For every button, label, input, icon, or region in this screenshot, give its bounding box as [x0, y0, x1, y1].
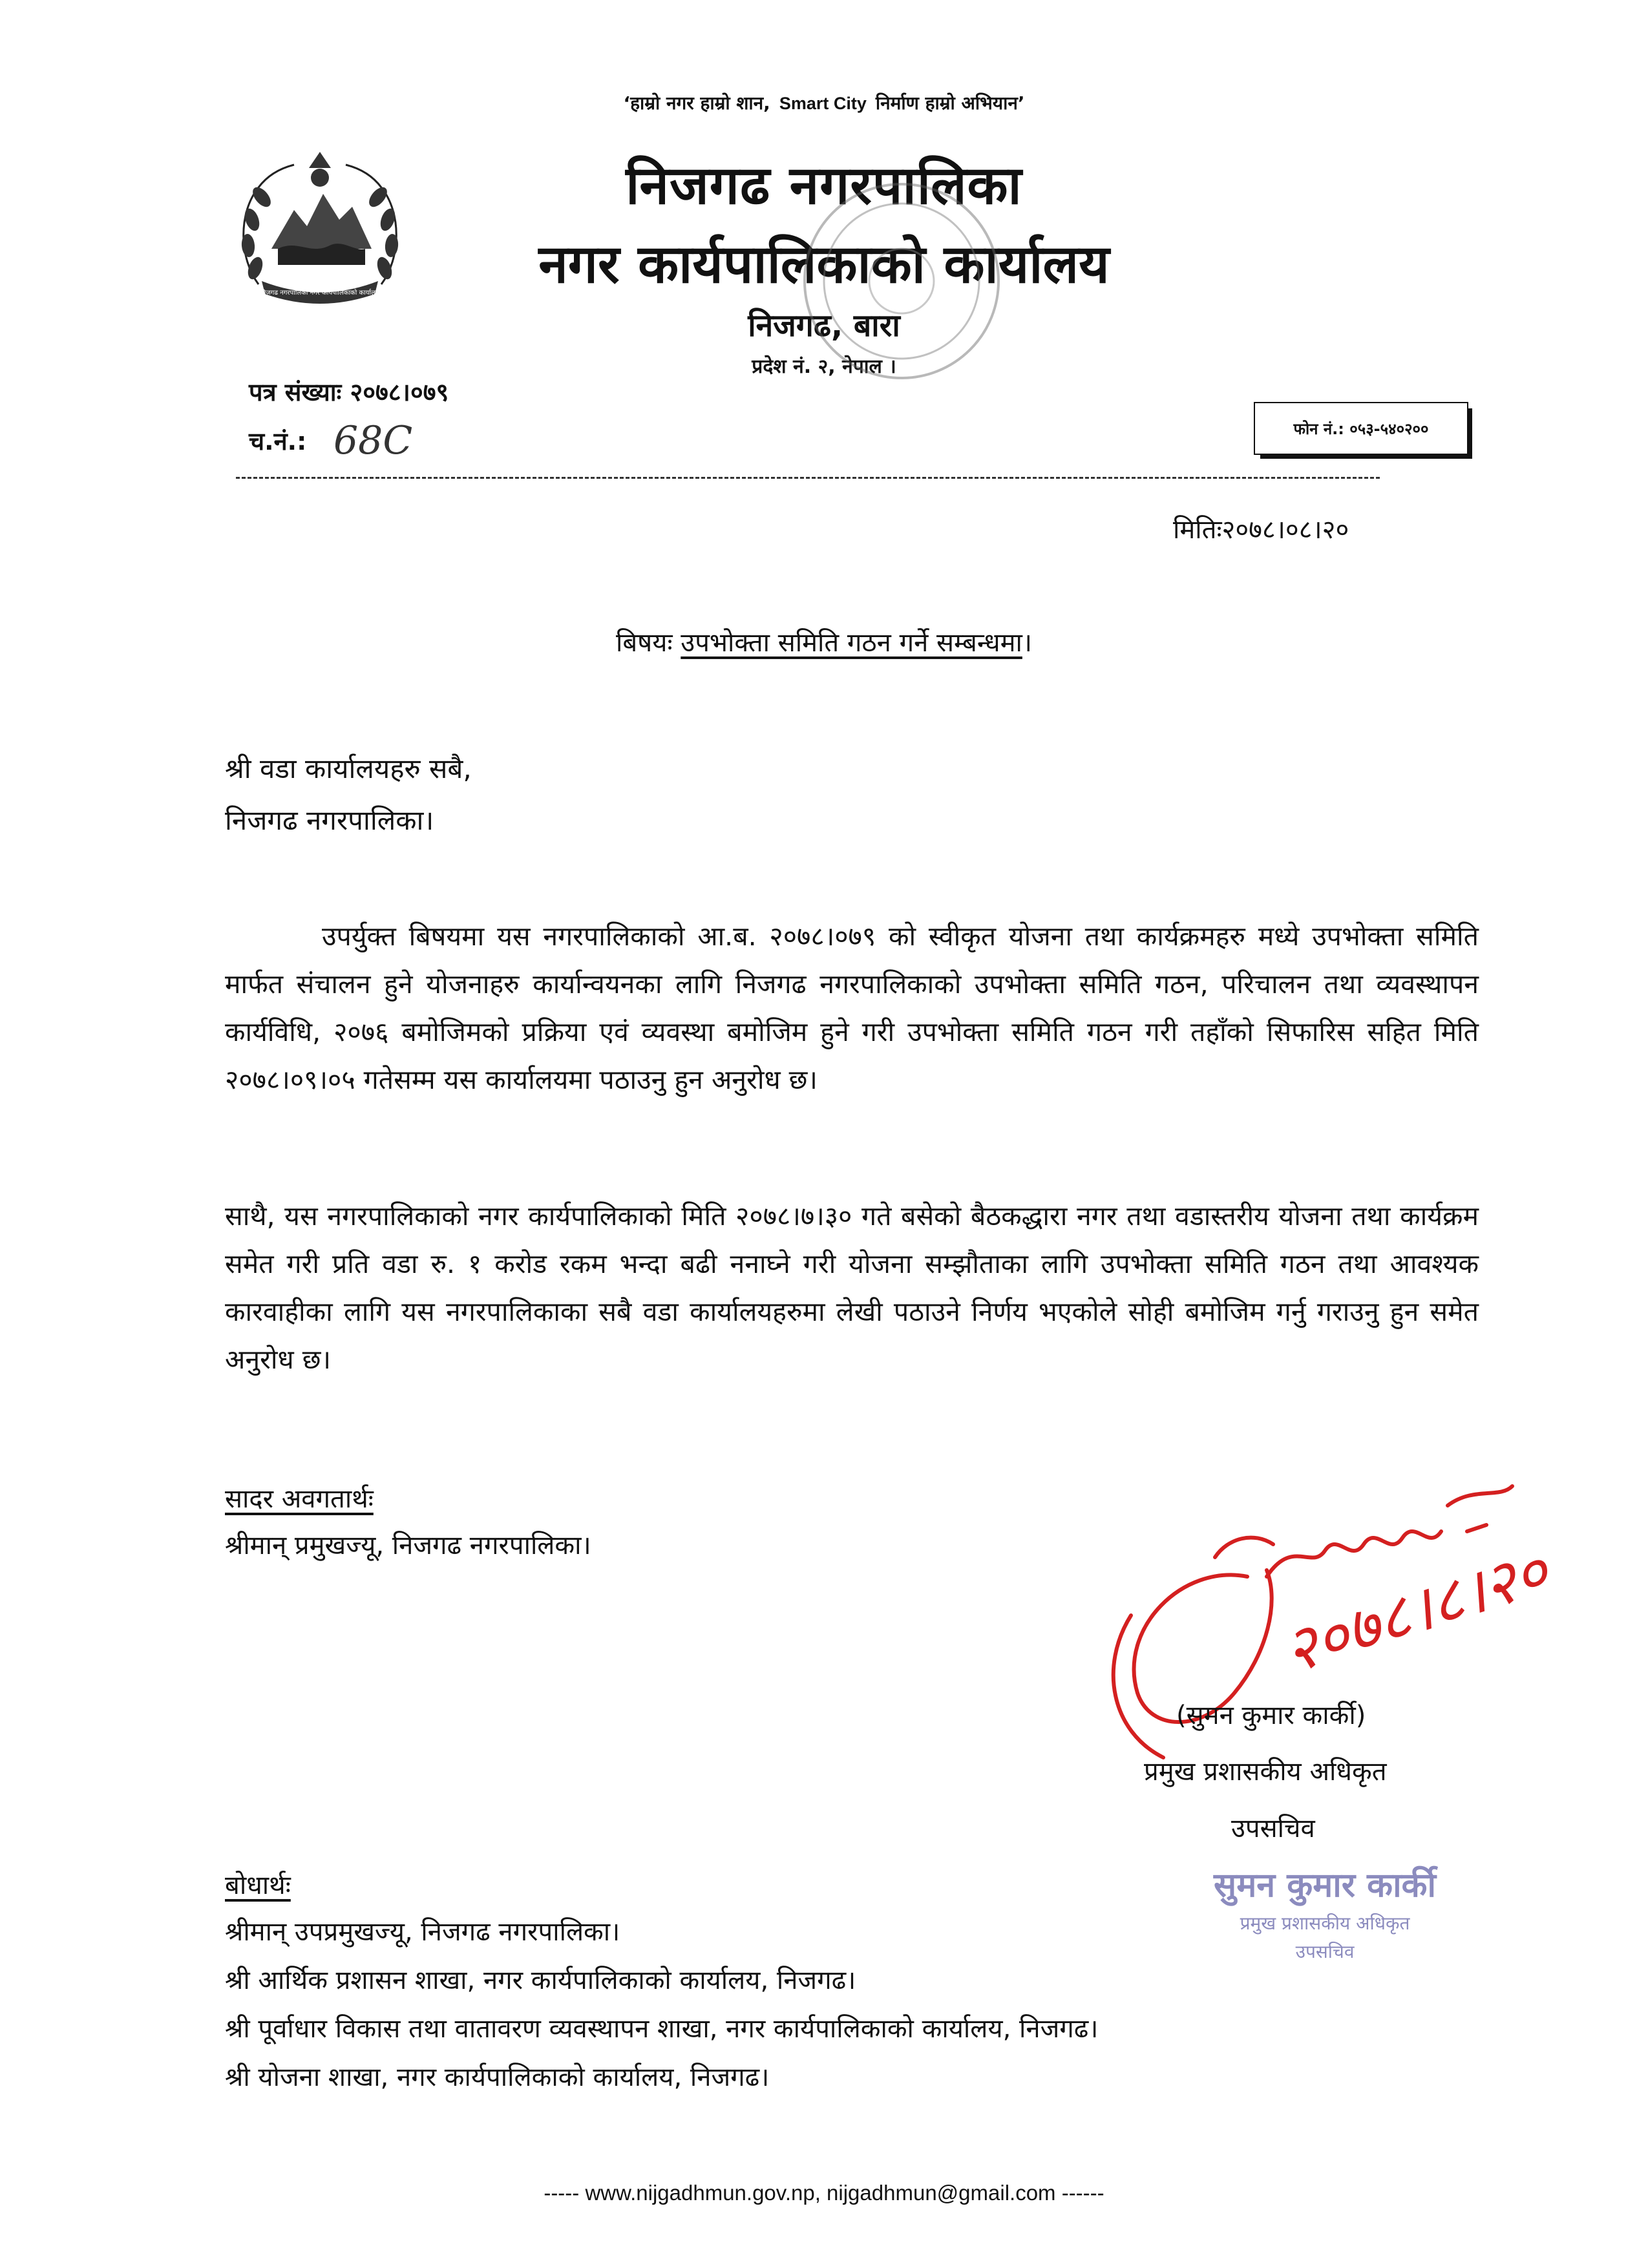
emblem-text: निजगढ नगरपालिका नगर कार्यपालिकाको कार्यालय: [260, 289, 379, 297]
subject-line: [0, 624, 1648, 659]
cc-item: श्रीमान् उपप्रमुखज्यू, निजगढ नगरपालिका।: [225, 1917, 620, 1947]
cc-item: श्री पूर्वाधार विकास तथा वातावरण व्यवस्थापन शाखा, नगर कार्यपालिकाको कार्यालय, निजगढ।: [225, 2014, 1099, 2044]
footer-contact: ----- www.nijgadhmun.gov.np, nijgadhmun@gmail.com ------: [544, 2181, 1104, 2205]
municipality-name: निजगढ नगरपालिका: [626, 155, 1022, 216]
stamp-name: सुमन कुमार कार्की: [1214, 1866, 1436, 1905]
subject-end: ।: [1022, 628, 1033, 658]
signatory-rank: उपसचिव: [1231, 1814, 1315, 1843]
separator-line: [236, 477, 1380, 479]
cc-item: श्री आर्थिक प्रशासन शाखा, नगर कार्यपालिकाको कार्यालय, निजगढ।: [225, 1966, 856, 1995]
signature-handwritten: [1021, 1460, 1635, 1848]
stamp-designation: प्रमुख प्रशासकीय अधिकृत: [1240, 1913, 1410, 1934]
slogan-smart-city: Smart City: [779, 94, 867, 113]
body-paragraph-2: साथै, यस नगरपालिकाको नगर कार्यपालिकाको मिति २०७८।७।३० गते बसेको बैठकद्धारा नगर तथा वडास्तरीय योजना तथा कार्यक्रम समेत गरी प्रति वडा रु. १ करोड रकम भन्दा बढी ननाघ्ने गरी योजना सम्झौताका लागि उपभोक्ता समिति गठन तथा आवश्यक कारवाहीका लागि यस नगरपालिकाका सबै वडा कार्यालयहरुमा लेखी पठाउने निर्णय भएकोले सोही बमोजिम गर्नु गराउनु हुन समेत अनुरोध छ।: [225, 1201, 1479, 1375]
office-location: निजगढ, बारा: [748, 308, 900, 344]
chalani-number-handwritten: [331, 414, 428, 465]
stamp-rank: उपसचिव: [1295, 1941, 1355, 1962]
subject-label: बिषयः: [615, 628, 673, 658]
recipient-line-2: निजगढ नगरपालिका।: [225, 804, 434, 836]
sadar-heading: सादर अवगतार्थः: [225, 1484, 374, 1514]
official-stamp: [1183, 1861, 1467, 1990]
phone-box: [1254, 402, 1474, 460]
header-slogan: [0, 90, 1648, 115]
chalani-number: 68C: [333, 418, 413, 463]
office-name: नगर कार्यपालिकाको कार्यालय: [538, 234, 1110, 295]
cc-item: श्री योजना शाखा, नगर कार्यपालिकाको कार्यालय, निजगढ।: [225, 2063, 770, 2092]
subject-text: उपभोक्ता समिति गठन गर्ने सम्बन्धमा: [681, 628, 1022, 658]
province-line: प्रदेश नं. २, नेपाल ।: [752, 355, 896, 378]
chalani-label: च.नं.:: [249, 427, 307, 456]
office-stamp-icon: [795, 165, 1008, 397]
recipient-line-1: श्री वडा कार्यालयहरु सबै,: [225, 753, 472, 784]
signatory-name: (सुमन कुमार कार्की): [1176, 1701, 1366, 1730]
slogan-part-3: निर्माण हाम्रो अभियान’: [875, 92, 1025, 114]
signature-date: २०७८।८।२०: [1274, 1534, 1557, 1688]
reference-number: पत्र संख्याः २०७८।०७९: [249, 378, 449, 406]
slogan-part-1: ‘हाम्रो नगर हाम्रो शान,: [623, 92, 770, 114]
signatory-designation: प्रमुख प्रशासकीय अधिकृत: [1144, 1757, 1387, 1787]
body-paragraph-1: उपर्युक्त बिषयमा यस नगरपालिकाको आ.ब. २०७८।०७९ को स्वीकृत योजना तथा कार्यक्रमहरु मध्ये उपभोक्ता समिति मार्फत संचालन हुने योजनाहरु कार्यान्वयनका लागि निजगढ नगरपालिकाको उपभोक्ता समिति गठन, परिचालन तथा व्यवस्थापन कार्यविधि, २०७६ बमोजिमको प्रक्रिया एवं व्यवस्था बमोजिम हुने गरी उपभोक्ता समिति गठन गरी तहाँको सिफारिस सहित मिति २०७८।०९।०५ गतेसम्म यस कार्यालयमा पठाउनु हुन अनुरोध छ।: [225, 921, 1479, 1095]
letter-date: मितिः२०७८।०८।२०: [1173, 515, 1349, 545]
phone-number: फोन नं.: ०५३-५४०२००: [1254, 402, 1468, 455]
bodharth-heading: बोधार्थः: [225, 1871, 291, 1900]
sadar-line-1: श्रीमान् प्रमुखज्यू, निजगढ नगरपालिका।: [225, 1531, 591, 1560]
